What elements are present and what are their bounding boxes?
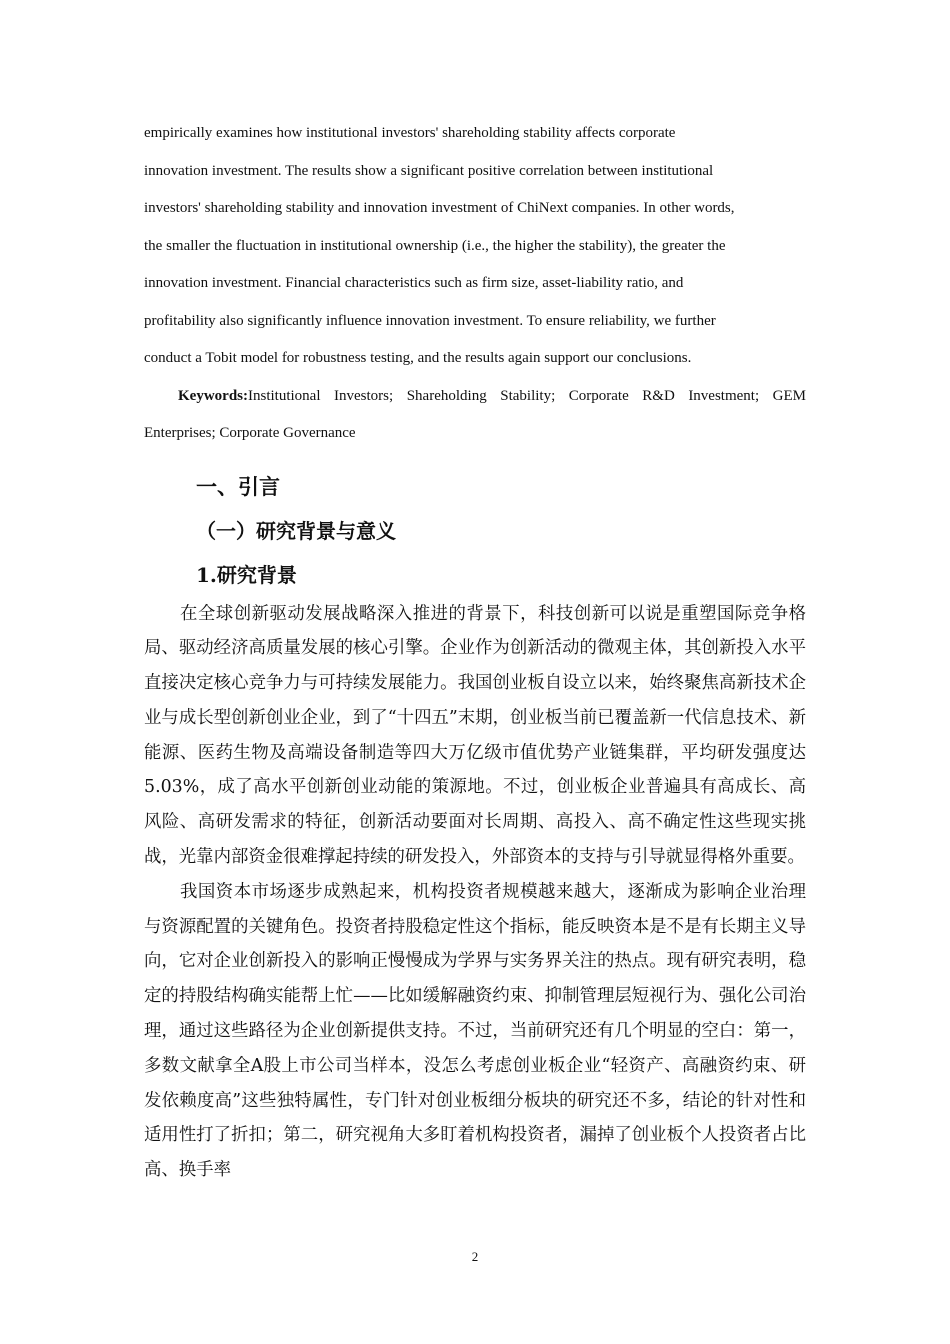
page-number: 2 [471, 1249, 479, 1264]
abstract-line: innovation investment. Financial characteristics such as firm size, asset-liability ratio, and [144, 275, 684, 291]
abstract-line: investors' shareholding stability and innovation investment of ChiNext companies. In other words, [144, 200, 735, 216]
keywords-text: Institutional Investors; Shareholding Stability; Corporate R&D Investment; GEM Enterprises; Corporate Governance [144, 387, 806, 441]
keywords-label: Keywords: [178, 387, 248, 404]
page-content [144, 115, 806, 1188]
body-paragraph: 我国资本市场逐步成熟起来，机构投资者规模越来越大，逐渐成为影响企业治理与资源配置的关键角色。投资者持股稳定性这个指标，能反映资本是不是有长期主义导向，它对企业创新投入的影响正慢慢成为学界与实务界关注的热点。现有研究表明，稳定的持股结构确实能帮上忙——比如缓解融资约束、抑制管理层短视行为、强化公司治理，通过这些路径为企业创新提供支持。不过，当前研究还有几个明显的空白：第一，多数文献拿全A股上市公司当样本，没怎么考虑创业板企业“轻资产、高融资约束、研发依赖度高”这些独特属性，专门针对创业板细分板块的研究还不多，结论的针对性和适用性打了折扣；第二，研究视角大多盯着机构投资者，漏掉了创业板个人投资者占比高、换手率 [144, 881, 806, 1181]
abstract-line: profitability also significantly influence innovation investment. To ensure reliability, we further [144, 312, 716, 329]
abstract-line: the smaller the fluctuation in institutional ownership (i.e., the higher the stability), the greater the [144, 237, 726, 254]
abstract-line: conduct a Tobit model for robustness testing, and the results again support our conclusions. [144, 350, 692, 366]
abstract-line: innovation investment. The results show a significant positive correlation between institutional [144, 162, 714, 179]
section-heading: 一、引言 [196, 473, 280, 499]
abstract-english [144, 115, 806, 378]
keywords [144, 378, 806, 453]
body-paragraph: 在全球创新驱动发展战略深入推进的背景下，科技创新可以说是重塑国际竞争格局、驱动经济高质量发展的核心引擎。企业作为创新活动的微观主体，其创新投入水平直接决定核心竞争力与可持续发展能力。我国创业板自设立以来，始终聚焦高新技术企业与成长型创新创业企业，到了“十四五”末期，创业板当前已覆盖新一代信息技术、新能源、医药生物及高端设备制造等四大万亿级市值优势产业链集群，平均研发强度达5.03%，成了高水平创新创业动能的策源地。不过，创业板企业普遍具有高成长、高风险、高研发需求的特征，创新活动要面对长周期、高投入、高不确定性这些现实挑战，光靠内部资金很难撑起持续的研发投入，外部资本的支持与引导就显得格外重要。 [144, 603, 806, 868]
abstract-line: empirically examines how institutional investors' shareholding stability affects corporate [144, 125, 676, 141]
subsubsection-heading: 1.研究背景 [196, 562, 297, 587]
subsection-heading: （一）研究背景与意义 [196, 518, 396, 543]
